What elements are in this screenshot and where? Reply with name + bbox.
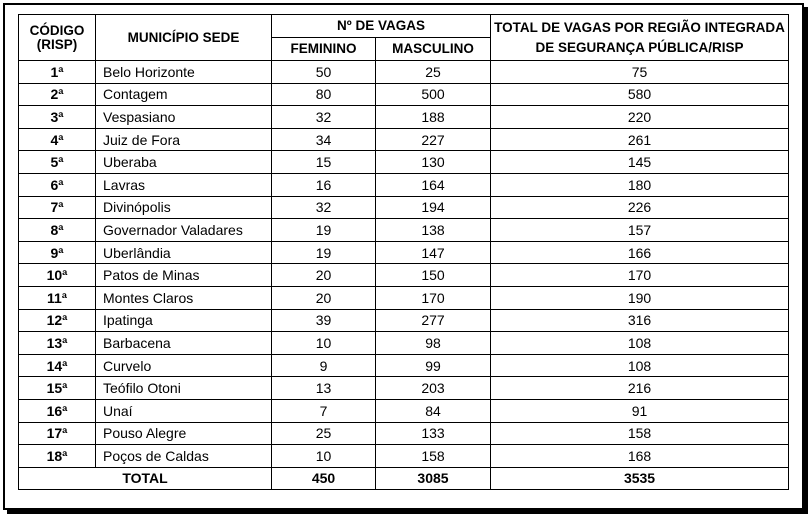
total-cell: 108: [491, 354, 789, 377]
table-row: [19, 196, 789, 219]
municipio-cell: Vespasiano: [96, 106, 272, 129]
table-row: [19, 399, 789, 422]
municipio-cell: Belo Horizonte: [96, 61, 272, 84]
municipio-cell: Barbacena: [96, 332, 272, 355]
table-row: [19, 219, 789, 242]
total-cell: 157: [491, 219, 789, 242]
code-cell: 6ª: [19, 173, 96, 196]
total-cell: 226: [491, 196, 789, 219]
municipio-cell: Pouso Alegre: [96, 422, 272, 445]
total-cell: 180: [491, 173, 789, 196]
masculino-cell: 25: [376, 61, 491, 84]
municipio-cell: Teófilo Otoni: [96, 377, 272, 400]
masculino-cell: 194: [376, 196, 491, 219]
municipio-cell: Divinópolis: [96, 196, 272, 219]
total-cell: 261: [491, 128, 789, 151]
municipio-cell: Montes Claros: [96, 286, 272, 309]
total-row: [19, 467, 789, 489]
code-cell: 18ª: [19, 445, 96, 468]
feminino-cell: 7: [272, 399, 376, 422]
total-cell: 216: [491, 377, 789, 400]
table-row: [19, 422, 789, 445]
feminino-cell: 39: [272, 309, 376, 332]
code-cell: 7ª: [19, 196, 96, 219]
municipio-cell: Poços de Caldas: [96, 445, 272, 468]
table-body: [19, 61, 789, 468]
total-total: 3535: [491, 467, 789, 489]
masculino-cell: 150: [376, 264, 491, 287]
total-cell: 91: [491, 399, 789, 422]
municipio-cell: Contagem: [96, 83, 272, 106]
header-total-line2: DE SEGURANÇA PÚBLICA/RISP: [535, 39, 744, 55]
table-row: [19, 286, 789, 309]
masculino-cell: 98: [376, 332, 491, 355]
table-row: [19, 61, 789, 84]
municipio-cell: Lavras: [96, 173, 272, 196]
table-row: [19, 173, 789, 196]
table-row: [19, 83, 789, 106]
header-code: [19, 15, 96, 61]
municipio-cell: Uberlândia: [96, 241, 272, 264]
masculino-cell: 277: [376, 309, 491, 332]
total-cell: 75: [491, 61, 789, 84]
masculino-cell: 138: [376, 219, 491, 242]
code-cell: 16ª: [19, 399, 96, 422]
masculino-cell: 164: [376, 173, 491, 196]
municipio-cell: Unaí: [96, 399, 272, 422]
feminino-cell: 15: [272, 151, 376, 174]
header-masculino: MASCULINO: [376, 38, 491, 61]
total-cell: 158: [491, 422, 789, 445]
total-cell: 168: [491, 445, 789, 468]
table-row: [19, 332, 789, 355]
header-feminino: FEMININO: [272, 38, 376, 61]
table-row: [19, 377, 789, 400]
feminino-cell: 13: [272, 377, 376, 400]
code-cell: 14ª: [19, 354, 96, 377]
feminino-cell: 80: [272, 83, 376, 106]
header-total: [491, 15, 789, 61]
total-feminino: 450: [272, 467, 376, 489]
table-row: [19, 445, 789, 468]
code-cell: 13ª: [19, 332, 96, 355]
feminino-cell: 25: [272, 422, 376, 445]
municipio-cell: Uberaba: [96, 151, 272, 174]
municipio-cell: Governador Valadares: [96, 219, 272, 242]
header-municipio: MUNICÍPIO SEDE: [96, 15, 272, 61]
table-row: [19, 106, 789, 129]
total-cell: 170: [491, 264, 789, 287]
masculino-cell: 188: [376, 106, 491, 129]
code-cell: 8ª: [19, 219, 96, 242]
feminino-cell: 9: [272, 354, 376, 377]
code-cell: 11ª: [19, 286, 96, 309]
table-row: [19, 264, 789, 287]
municipio-cell: Curvelo: [96, 354, 272, 377]
feminino-cell: 32: [272, 106, 376, 129]
header-total-line1: TOTAL DE VAGAS POR REGIÃO INTEGRADA: [494, 19, 785, 35]
code-cell: 15ª: [19, 377, 96, 400]
total-cell: 166: [491, 241, 789, 264]
feminino-cell: 34: [272, 128, 376, 151]
masculino-cell: 203: [376, 377, 491, 400]
code-cell: 10ª: [19, 264, 96, 287]
code-cell: 4ª: [19, 128, 96, 151]
municipio-cell: Juiz de Fora: [96, 128, 272, 151]
table-row: [19, 151, 789, 174]
code-cell: 9ª: [19, 241, 96, 264]
total-cell: 316: [491, 309, 789, 332]
header-code-line2: (RISP): [36, 36, 78, 52]
table-row: [19, 309, 789, 332]
total-cell: 580: [491, 83, 789, 106]
masculino-cell: 130: [376, 151, 491, 174]
feminino-cell: 10: [272, 445, 376, 468]
masculino-cell: 84: [376, 399, 491, 422]
total-cell: 108: [491, 332, 789, 355]
code-cell: 2ª: [19, 83, 96, 106]
feminino-cell: 50: [272, 61, 376, 84]
masculino-cell: 147: [376, 241, 491, 264]
masculino-cell: 227: [376, 128, 491, 151]
code-cell: 1ª: [19, 61, 96, 84]
feminino-cell: 19: [272, 219, 376, 242]
table-row: [19, 128, 789, 151]
header-vagas: Nº DE VAGAS: [272, 15, 491, 38]
masculino-cell: 133: [376, 422, 491, 445]
code-cell: 17ª: [19, 422, 96, 445]
table-row: [19, 354, 789, 377]
total-cell: 190: [491, 286, 789, 309]
total-label: TOTAL: [19, 467, 272, 489]
vacancies-table: [18, 14, 789, 490]
table-row: [19, 241, 789, 264]
feminino-cell: 19: [272, 241, 376, 264]
total-cell: 145: [491, 151, 789, 174]
total-masculino: 3085: [376, 467, 491, 489]
municipio-cell: Ipatinga: [96, 309, 272, 332]
code-cell: 12ª: [19, 309, 96, 332]
masculino-cell: 99: [376, 354, 491, 377]
code-cell: 5ª: [19, 151, 96, 174]
feminino-cell: 10: [272, 332, 376, 355]
feminino-cell: 20: [272, 286, 376, 309]
masculino-cell: 500: [376, 83, 491, 106]
header-code-line1: CÓDIGO: [29, 23, 85, 38]
table-frame: [3, 3, 804, 510]
feminino-cell: 32: [272, 196, 376, 219]
code-cell: 3ª: [19, 106, 96, 129]
masculino-cell: 158: [376, 445, 491, 468]
municipio-cell: Patos de Minas: [96, 264, 272, 287]
masculino-cell: 170: [376, 286, 491, 309]
feminino-cell: 16: [272, 173, 376, 196]
total-cell: 220: [491, 106, 789, 129]
feminino-cell: 20: [272, 264, 376, 287]
